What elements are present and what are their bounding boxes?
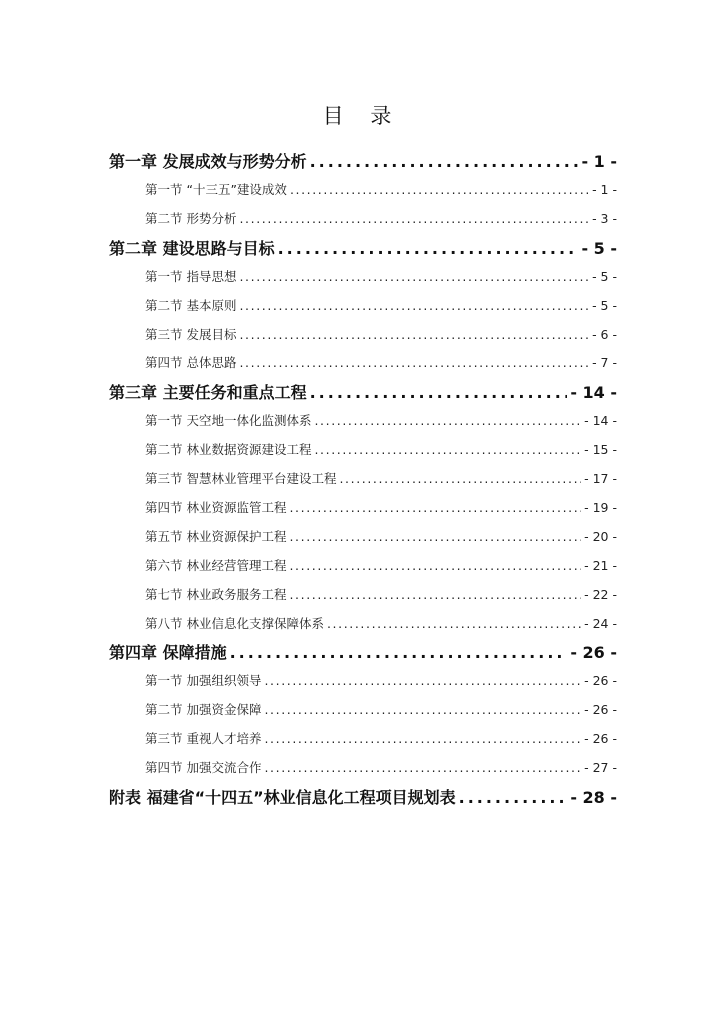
leader-dots (289, 581, 581, 610)
toc-section-entry[interactable] (109, 292, 617, 321)
toc-section-entry[interactable] (109, 465, 617, 494)
toc-page-number: - 14 - (570, 383, 617, 403)
toc-page-number: - 26 - (584, 673, 617, 689)
toc-section-entry[interactable] (109, 205, 617, 234)
leader-dots (289, 552, 581, 581)
toc-section-entry[interactable] (109, 667, 617, 696)
leader-dots (290, 176, 589, 205)
toc-section-entry[interactable] (109, 552, 617, 581)
toc-entry-label: 第二节 基本原则 (145, 297, 237, 313)
toc-section-entry[interactable] (109, 581, 617, 610)
toc-page-number: - 1 - (581, 152, 617, 171)
leader-dots (289, 494, 581, 523)
toc-entry-label: 第六节 林业经营管理工程 (145, 557, 287, 573)
leader-dots (314, 436, 581, 465)
leader-dots (289, 523, 581, 552)
toc-section-entry[interactable] (109, 523, 617, 552)
toc-page-number: - 3 - (592, 210, 617, 226)
toc-page-number: - 1 - (592, 182, 617, 197)
toc-entry-label: 第四节 总体思路 (145, 355, 237, 371)
toc-entry-label: 第一节 天空地一体化监测体系 (145, 413, 312, 429)
leader-dots (264, 754, 581, 783)
toc-entry-label: 第一章 发展成效与形势分析 (109, 152, 307, 171)
table-of-contents (109, 147, 617, 812)
toc-entry-label: 第二章 建设思路与目标 (109, 238, 275, 258)
toc-chapter-entry[interactable] (109, 147, 617, 176)
toc-entry-label: 第二节 林业数据资源建设工程 (145, 442, 312, 458)
toc-page-number: - 27 - (584, 760, 617, 776)
toc-page-number: - 28 - (570, 788, 617, 808)
toc-page-number: - 7 - (592, 355, 617, 371)
toc-page-number: - 22 - (584, 586, 617, 602)
toc-page-number: - 24 - (584, 615, 617, 631)
toc-entry-label: 第二节 形势分析 (145, 210, 237, 226)
leader-dots (264, 696, 581, 725)
leader-dots (239, 321, 589, 350)
toc-entry-label: 第二节 加强资金保障 (145, 702, 262, 718)
toc-section-entry[interactable] (109, 725, 617, 754)
toc-section-entry[interactable] (109, 610, 617, 639)
toc-page-number: - 6 - (592, 326, 617, 342)
leader-dots (310, 147, 579, 176)
toc-entry-label: 第三节 重视人才培养 (145, 731, 262, 747)
toc-section-entry[interactable] (109, 407, 617, 436)
leader-dots (264, 725, 581, 754)
toc-entry-label: 第一节 “十三五”建设成效 (145, 182, 287, 197)
leader-dots (230, 638, 568, 667)
toc-page-number: - 21 - (584, 557, 617, 573)
toc-section-entry[interactable] (109, 436, 617, 465)
toc-section-entry[interactable] (109, 696, 617, 725)
toc-entry-label: 第一节 指导思想 (145, 268, 237, 284)
toc-page-number: - 26 - (584, 702, 617, 718)
toc-chapter-entry[interactable] (109, 234, 617, 263)
toc-entry-label: 附表 福建省“十四五”林业信息化工程项目规划表 (109, 788, 456, 808)
leader-dots (310, 378, 568, 407)
toc-section-entry[interactable] (109, 176, 617, 205)
toc-page-number: - 17 - (584, 471, 617, 487)
leader-dots (239, 263, 589, 292)
toc-entry-label: 第八节 林业信息化支撑保障体系 (145, 615, 324, 631)
toc-page-number: - 26 - (584, 731, 617, 747)
toc-chapter-entry[interactable] (109, 378, 617, 407)
leader-dots (327, 610, 581, 639)
toc-page-number: - 20 - (584, 528, 617, 544)
leader-dots (278, 234, 579, 263)
toc-page-number: - 5 - (581, 238, 617, 258)
toc-appendix-entry[interactable] (109, 783, 617, 812)
toc-entry-label: 第五节 林业资源保护工程 (145, 528, 287, 544)
leader-dots (314, 407, 581, 436)
leader-dots (239, 205, 589, 234)
toc-section-entry[interactable] (109, 349, 617, 378)
toc-entry-label: 第四节 林业资源监管工程 (145, 500, 287, 516)
toc-entry-label: 第四节 加强交流合作 (145, 760, 262, 776)
toc-section-entry[interactable] (109, 754, 617, 783)
toc-section-entry[interactable] (109, 494, 617, 523)
toc-page-number: - 14 - (584, 413, 617, 429)
toc-entry-label: 第四章 保障措施 (109, 643, 227, 663)
leader-dots (339, 465, 581, 494)
toc-page-number: - 26 - (570, 643, 617, 663)
toc-page-number: - 19 - (584, 500, 617, 516)
toc-chapter-entry[interactable] (109, 638, 617, 667)
leader-dots (239, 292, 589, 321)
toc-page-number: - 5 - (592, 268, 617, 284)
toc-entry-label: 第七节 林业政务服务工程 (145, 586, 287, 602)
toc-entry-label: 第三节 智慧林业管理平台建设工程 (145, 471, 337, 487)
toc-section-entry[interactable] (109, 263, 617, 292)
leader-dots (239, 349, 589, 378)
toc-page-number: - 15 - (584, 442, 617, 458)
toc-entry-label: 第三节 发展目标 (145, 326, 237, 342)
leader-dots (264, 667, 581, 696)
toc-title: 目 录 (322, 104, 402, 128)
toc-entry-label: 第一节 加强组织领导 (145, 673, 262, 689)
toc-page-number: - 5 - (592, 297, 617, 313)
toc-section-entry[interactable] (109, 321, 617, 350)
toc-entry-label: 第三章 主要任务和重点工程 (109, 383, 307, 403)
leader-dots (459, 783, 568, 812)
